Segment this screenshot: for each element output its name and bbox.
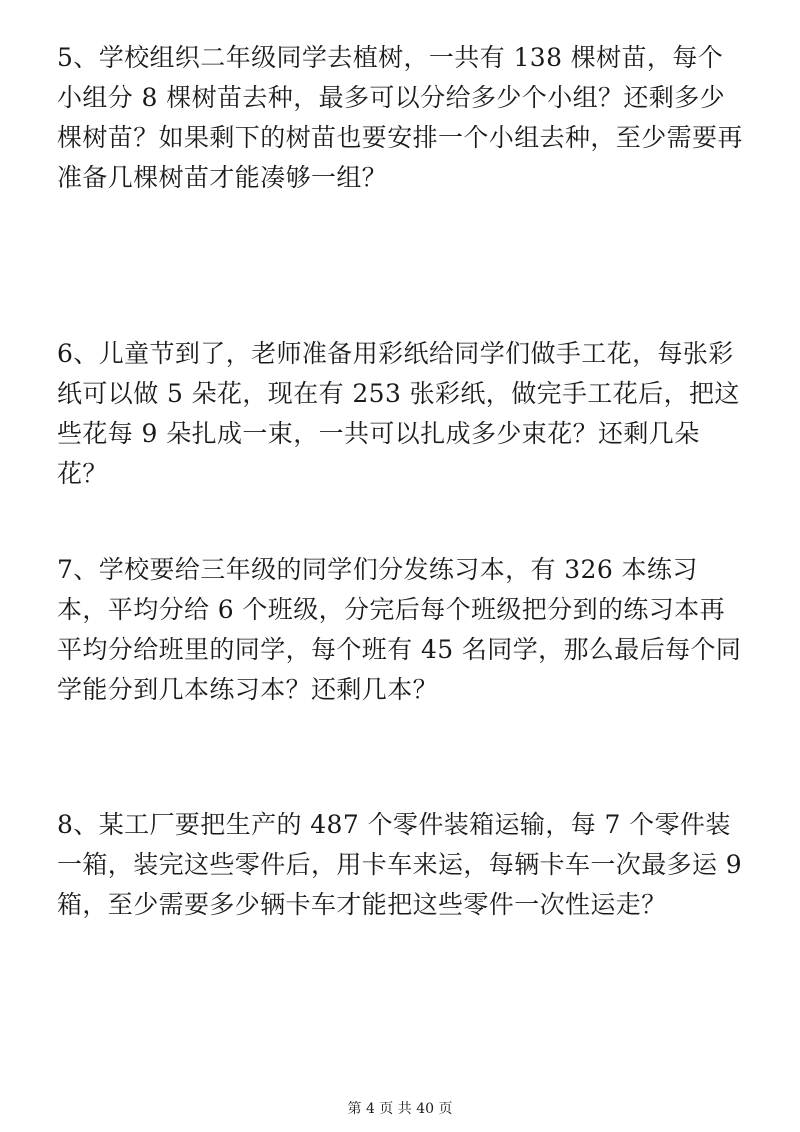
problem-5: 5、学校组织二年级同学去植树，一共有 138 棵树苗，每个小组分 8 棵树苗去种，最多可以分给多少个小组？还剩多少棵树苗？如果剩下的树苗也要安排一个小组去种，至少需要再准备几棵树苗才能凑够一组？: [57, 43, 743, 192]
problem-8: 8、某工厂要把生产的 487 个零件装箱运输，每 7 个零件装一箱，装完这些零件后，用卡车来运，每辆卡车一次最多运 9 箱，至少需要多少辆卡车才能把这些零件一次性运走？: [57, 810, 743, 919]
problem-7: 7、学校要给三年级的同学们分发练习本，有 326 本练习本，平均分给 6 个班级，分完后每个班级把分到的练习本再平均分给班里的同学，每个班有 45 名同学，那么最后每个同学能分到几本练习本？还剩几本？: [57, 555, 742, 704]
problem-6: 6、儿童节到了，老师准备用彩纸给同学们做手工花，每张彩纸可以做 5 朵花，现在有 253 张彩纸，做完手工花后，把这些花每 9 朵扎成一束，一共可以扎成多少束花？还剩几朵花？: [57, 339, 740, 488]
page-number: 第 4 页 共 40 页: [347, 1101, 453, 1117]
